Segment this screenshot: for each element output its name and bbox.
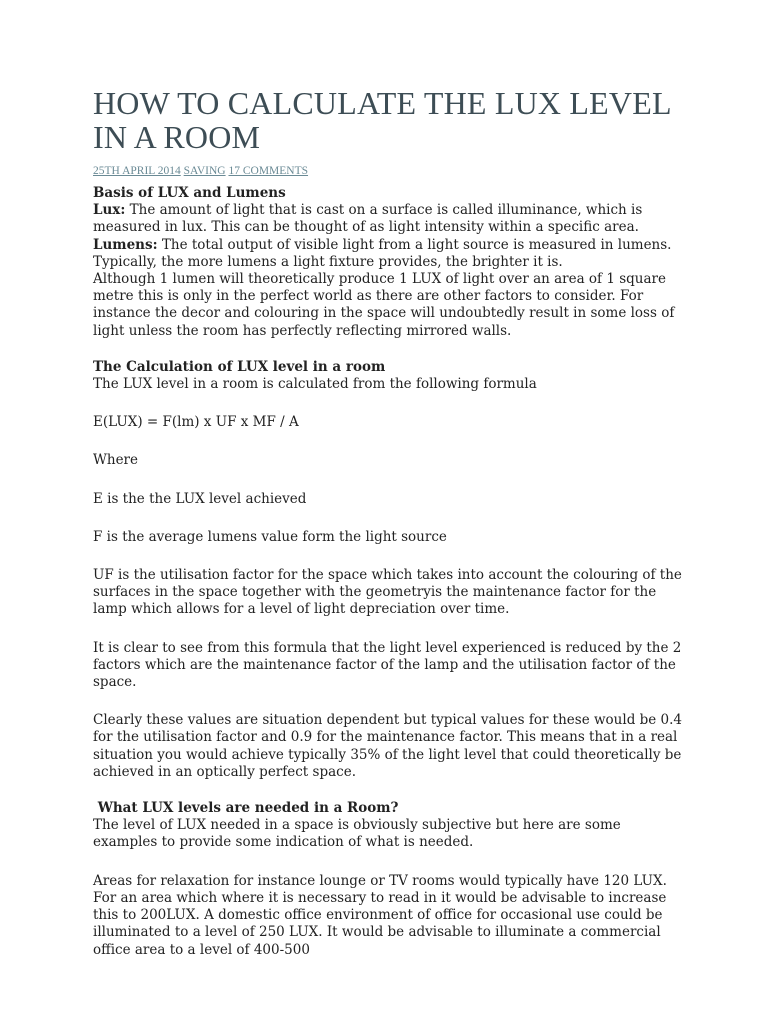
section-heading-basis: Basis of LUX and Lumens	[93, 185, 286, 201]
f-definition: F is the average lumens value form the light source	[93, 528, 447, 545]
lumens-label: Lumens:	[93, 236, 158, 253]
lux-definition	[93, 202, 683, 236]
category-link[interactable]: SAVING	[183, 165, 226, 177]
areas-paragraph: Areas for relaxation for instance lounge or TV rooms would typically have 120 LUX. For an area which where it is necessary to read in it would be advisable to increase this to 200LUX. A domestic office environment of office for occasional use could be illuminated to a level of 250 LUX. It would be advisable to illuminate a commercial office area to a level of 400-500	[93, 872, 667, 958]
e-definition: E is the the LUX level achieved	[93, 490, 307, 507]
section-heading-levels: What LUX levels are needed in a Room?	[93, 800, 399, 817]
comments-link[interactable]: 17 COMMENTS	[228, 165, 309, 177]
lumens-definition	[93, 237, 683, 271]
levels-intro: The level of LUX needed in a space is obviously subjective but here are some examples to provide some indication of what is needed.	[93, 817, 621, 851]
where-label: Where	[93, 452, 139, 469]
lux-label: Lux:	[93, 202, 126, 219]
section-heading-calculation: The Calculation of LUX level in a room	[93, 358, 386, 375]
article-body	[93, 185, 683, 959]
lumen-explanation: Although 1 lumen will theoretically produce 1 LUX of light over an area of 1 square metre this is only in the perfect world as there are other factors to consider. For instance the decor and colouring in the space will undoubtedly result in some loss of light unless the room has perfectly reflecting mirrored walls.	[93, 271, 675, 339]
typical-values-paragraph: Clearly these values are situation dependent but typical values for these would be 0.4 for the utilisation factor and 0.9 for the maintenance factor. This means that in a real situation you would achieve typically 35% of the light level that could theoretically be achieved in an optically perfect space.	[93, 712, 683, 780]
formula: E(LUX) = F(lm) x UF x MF / A	[93, 414, 299, 431]
post-meta	[93, 163, 683, 179]
article	[93, 86, 683, 959]
uf-definition: UF is the utilisation factor for the space which takes into account the colouring of the surfaces in the space together with the geometryis the maintenance factor for the lamp which allows for a level of light depreciation over time.	[93, 567, 682, 618]
page-title: HOW TO CALCULATE THE LUX LEVEL IN A ROOM	[93, 85, 671, 155]
lumens-text: The total output of visible light from a light source is measured in lumens. Typically, the more lumens a light fixture provides, the brighter it is.	[93, 236, 672, 270]
lux-text: The amount of light that is cast on a surface is called illuminance, which is measured in lux. This can be thought of as light intensity within a specific area.	[93, 202, 643, 236]
formula-intro: The LUX level in a room is calculated from the following formula	[93, 376, 537, 393]
date-link[interactable]: 25TH APRIL 2014	[93, 165, 181, 177]
reduction-paragraph: It is clear to see from this formula that the light level experienced is reduced by the 2 factors which are the maintenance factor of the lamp and the utilisation factor of the space.	[93, 639, 682, 691]
